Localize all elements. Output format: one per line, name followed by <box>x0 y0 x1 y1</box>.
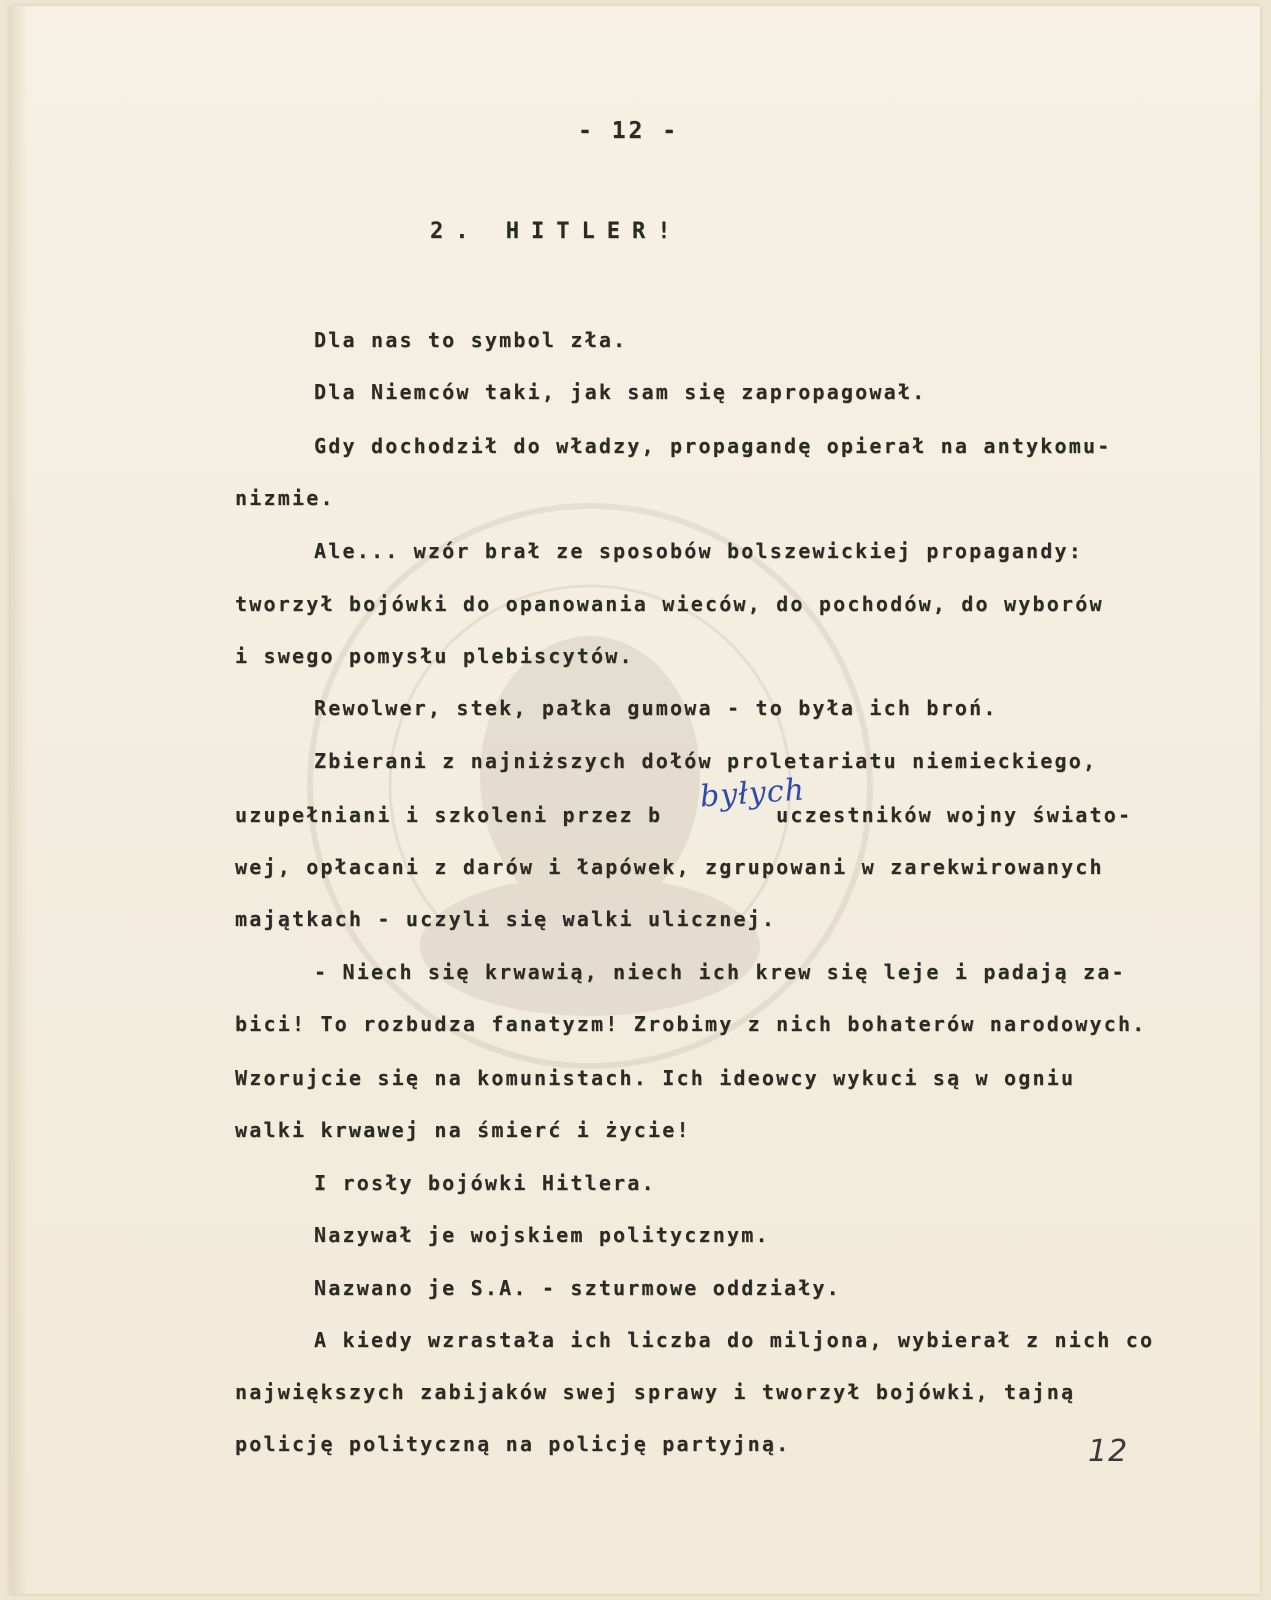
text-line: A kiedy wzrastała ich liczba do miljona, wybierał z nich co <box>314 1328 1155 1352</box>
text-line: nizmie. <box>235 486 335 510</box>
text-line: uzupełniani i szkoleni przez b uczestników wojny świato- <box>235 803 1133 827</box>
text-line: - Niech się krwawią, niech ich krew się leje i padają za- <box>314 960 1126 984</box>
text-line: Zbierani z najniższych dołów proletariatu niemieckiego, <box>314 749 1098 773</box>
text-line: i swego pomysłu plebiscytów. <box>235 644 634 668</box>
page-number: - 12 - <box>578 118 680 144</box>
text-line: majątkach - uczyli się walki ulicznej. <box>235 907 777 931</box>
text-line: Rewolwer, stek, pałka gumowa - to była ich broń. <box>314 696 998 720</box>
text-line: bici! To rozbudza fanatyzm! Zrobimy z nich bohaterów narodowych. <box>235 1012 1147 1036</box>
text-line: największych zabijaków swej sprawy i tworzył bojówki, tajną <box>235 1380 1076 1404</box>
text-line: Gdy dochodził do władzy, propagandę opierał na antykomu- <box>314 434 1112 458</box>
handwritten-insertion: byłych <box>698 772 807 815</box>
text-line: Dla Niemców taki, jak sam się zapropagował. <box>314 380 927 404</box>
text-line: Nazywał je wojskiem politycznym. <box>314 1223 770 1247</box>
document-page <box>10 6 1260 1594</box>
text-line: I rosły bojówki Hitlera. <box>314 1171 656 1195</box>
page-edge <box>10 6 28 1594</box>
text-line: tworzył bojówki do opanowania wieców, do pochodów, do wyborów <box>235 592 1104 616</box>
text-line: walki krwawej na śmierć i życie! <box>235 1118 691 1142</box>
text-line: Ale... wzór brał ze sposobów bolszewickiej propagandy: <box>314 539 1084 563</box>
text-line: wej, opłacani z darów i łapówek, zgrupowani w zarekwirowanych <box>235 855 1104 879</box>
text-line: Dla nas to symbol zła. <box>314 328 628 352</box>
section-heading: 2. HITLER! <box>430 219 683 244</box>
text-line: Nazwano je S.A. - szturmowe oddziały. <box>314 1276 841 1300</box>
text-line: policję polityczną na policję partyjną. <box>235 1432 791 1456</box>
handwritten-page-number: 12 <box>1088 1434 1129 1469</box>
text-line: Wzorujcie się na komunistach. Ich ideowcy wykuci są w ogniu <box>235 1066 1076 1090</box>
